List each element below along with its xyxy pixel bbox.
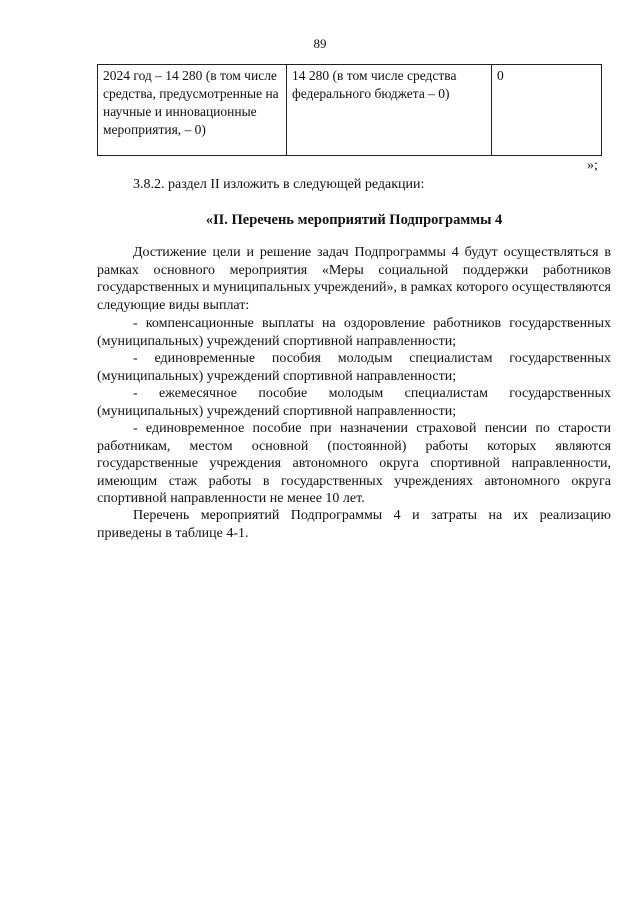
closing-paragraph: Перечень мероприятий Подпрограммы 4 и затраты на их реализацию приведены в таблице 4-1. — [97, 508, 611, 541]
intro-paragraph: Достижение цели и решение задач Подпрограммы 4 будут осуществляться в рамках основного мероприятия «Меры социальной поддержки работников государственных и муниципальных учреждений», в рамках которого осуществляются следующие виды выплат: — [97, 245, 611, 313]
page-number: 89 — [313, 36, 327, 51]
table-cell-other: 0 — [492, 65, 602, 156]
list-item: - единовременные пособия молодым специалистам государственных (муниципальных) учреждений спортивной направленности; — [97, 351, 611, 384]
list-item: - единовременное пособие при назначении страховой пенсии по старости работникам, местом основной (постоянной) работы которых являются государственные учреждения автономного округа спортивной направленности, имеющим стаж работы в государственных учреждениях автономного округа спортивной направленности не менее 10 лет. — [97, 421, 611, 506]
table-row — [98, 65, 602, 156]
list-item: - ежемесячное пособие молодым специалистам государственных (муниципальных) учреждений спортивной направленности; — [97, 386, 611, 419]
list-item: - компенсационные выплаты на оздоровление работников государственных (муниципальных) учреждений спортивной направленности; — [97, 316, 611, 349]
funding-table — [97, 64, 602, 156]
section-heading: «II. Перечень мероприятий Подпрограммы 4 — [205, 212, 503, 228]
table-cell-budget: 14 280 (в том числе средства федерального бюджета – 0) — [287, 65, 492, 156]
closing-quote: »; — [587, 158, 598, 173]
table-cell-total: 2024 год – 14 280 (в том числе средства, предусмотренные на научные и инновационные мероприятия, – 0) — [98, 65, 287, 156]
item-3-8-2: 3.8.2. раздел II изложить в следующей редакции: — [133, 177, 425, 192]
